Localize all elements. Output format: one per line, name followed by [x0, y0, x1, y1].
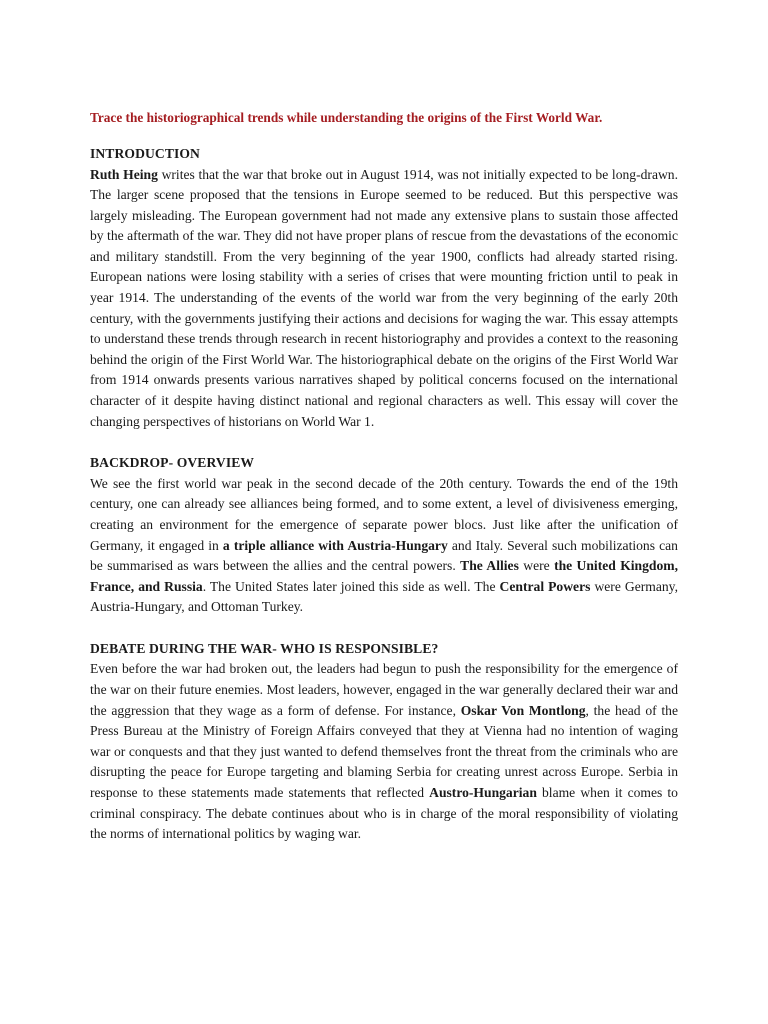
section-heading: INTRODUCTION [90, 146, 200, 161]
bold-term: Central Powers [499, 578, 591, 594]
section-paragraph: Even before the war had broken out, the leaders had begun to push the responsibility for the emergence of the war on their future enemies. Most leaders, however, engaged in the war generally declared their war and the aggression that they wage as a form of defense. For instance, Oskar Von Montlong, the head of the Press Bureau at the Ministry of Foreign Affairs conveyed that they at Vienna had no intention of waging war or conquests and that they just wanted to defend themselves front the threat from the criminals who are disrupting the peace for Europe targeting and blaming Serbia for creating unrest across Europe. Serbia in response to these statements made statements that reflected Austro-Hungarian blame when it comes to criminal conspiracy. The debate continues about who is in charge of the moral responsibility of violating the norms of international politics by waging war. [90, 661, 678, 842]
document-body [90, 108, 678, 866]
section-backdrop-overview [90, 453, 678, 618]
bold-term: Ruth Heing [90, 166, 158, 182]
section-heading: BACKDROP- OVERVIEW [90, 455, 255, 471]
bold-term: Oskar Von Montlong [460, 702, 586, 718]
section-debate-during-war [90, 639, 678, 845]
document-title: Trace the historiographical trends while understanding the origins of the First World War. [90, 110, 603, 125]
section-paragraph: We see the first world war peak in the second decade of the 20th century. Towards the end of the 19th century, one can already see alliances being formed, and to some extent, a level of divisiveness emerging, creating an environment for the emergence of separate power blocs. Just like after the unification of Germany, it engaged in a triple alliance with Austria-Hungary and Italy. Several such mobilizations can be summarised as wars between the allies and the central powers. The Allies were the United Kingdom, France, and Russia. The United States later joined this side as well. The Central Powers were Germany, Austria-Hungary, and Ottoman Turkey. [90, 475, 678, 615]
bold-term: Austro-Hungarian [429, 784, 537, 800]
section-introduction [90, 144, 678, 432]
bold-term: a triple alliance with Austria-Hungary [222, 537, 448, 553]
bold-term: the United Kingdom, France, and Russia [90, 558, 678, 594]
bold-term: The Allies [460, 558, 519, 574]
section-heading: DEBATE DURING THE WAR- WHO IS RESPONSIBLE? [90, 640, 439, 656]
section-paragraph: Ruth Heing writes that the war that broke out in August 1914, was not initially expected to be long-drawn. The larger scene proposed that the tensions in Europe seemed to be reduced. But this perspective was largely misleading. The European government had not made any extensive plans to sustain those affected by the aftermath of the war. They did not have proper plans of rescue from the devastations of the economic and military standstill. From the very beginning of the year 1900, conflicts had already started rising. European nations were losing stability with a series of crises that were mounting friction until to peak in year 1914. The understanding of the events of the world war from the very beginning of the early 20th century, with the governments justifying their actions and decisions for waging the war. This essay attempts to understand these trends through research in recent historiography and provides a context to the reasoning behind the origin of the First World War. The historiographical debate on the origins of the First World War from 1914 onwards presents various narratives shaped by political concerns focused on the international character of it despite having distinct national and regional characters as well. This essay will cover the changing perspectives of historians on World War 1. [90, 166, 678, 429]
